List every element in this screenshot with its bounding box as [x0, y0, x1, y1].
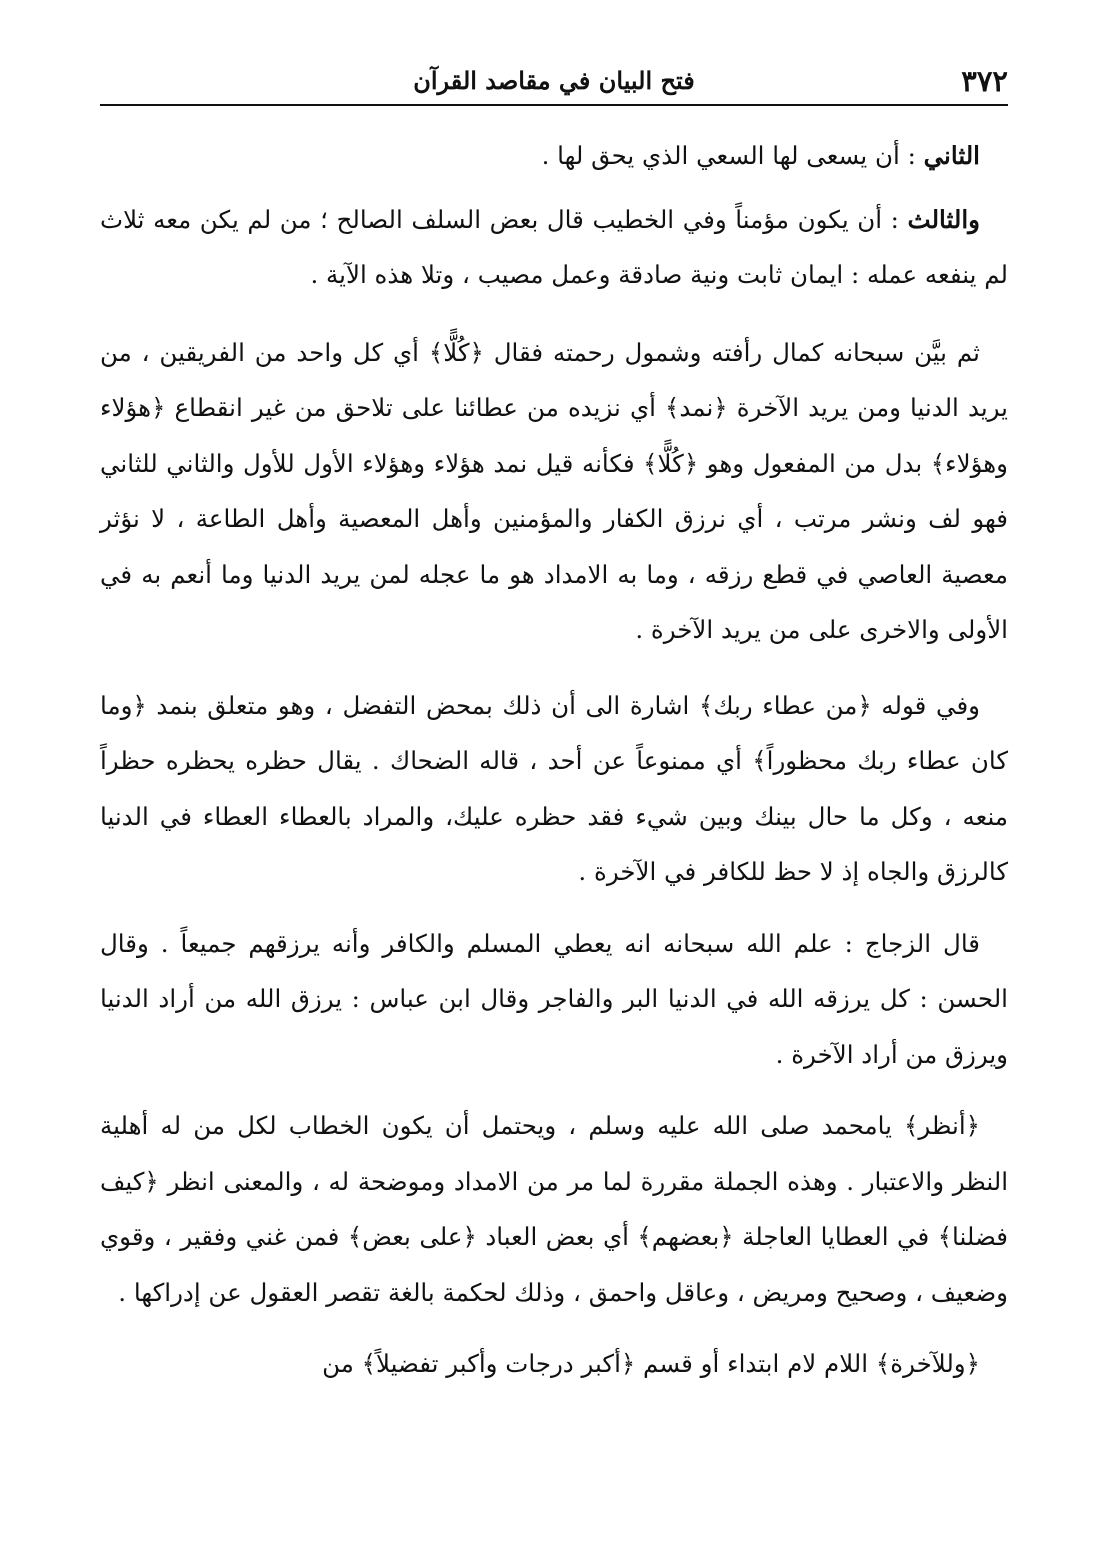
paragraph-kullan-explanation: [100, 325, 1008, 658]
book-title: فتح البيان في مقاصد القرآن: [413, 66, 695, 95]
paragraph-lead-word: والثالث: [907, 204, 980, 234]
paragraph-third-condition: [100, 192, 1008, 303]
paragraph-unzur: [100, 1098, 1008, 1320]
body-text: [100, 128, 1008, 1406]
paragraph-lead-word: الثاني: [923, 141, 980, 170]
paragraph-text: ﴿أنظر﴾ يامحمد صلى الله عليه وسلم ، ويحتمل أن يكون الخطاب لكل من له أهلية النظر والاعتبار . وهذه الجملة مقررة لما مر من الامداد وموضحة له ، والمعنى انظر ﴿كيف فضلنا﴾ في العطايا العاجلة ﴿بعضهم﴾ أي بعض العباد ﴿على بعض﴾ فمن غني وفقير ، وقوي وضعيف ، وصحيح ومريض ، وعاقل واحمق ، وذلك لحكمة بالغة تقصر العقول عن إدراكها .: [100, 1111, 1008, 1307]
page-number: ٣٧٢: [961, 63, 1008, 98]
paragraph-text: وفي قوله ﴿من عطاء ربك﴾ اشارة الى أن ذلك بمحض التفضل ، وهو متعلق بنمد ﴿وما كان عطاء ربك محظوراً﴾ أي ممنوعاً عن أحد ، قاله الضحاك . يقال حظره يحظره حظراً منعه ، وكل ما حال بينك وبين شيء فقد حظره عليك، والمراد بالعطاء العطاء في الدنيا كالرزق والجاه إذ لا حظ للكافر في الآخرة .: [100, 690, 1008, 886]
paragraph-lil-akhira: [100, 1336, 1008, 1392]
paragraph-text: : أن يسعى لها السعي الذي يحق لها .: [541, 141, 924, 170]
paragraph-text: ثم بيَّن سبحانه كمال رأفته وشمول رحمته فقال ﴿كُلًّا﴾ أي كل واحد من الفريقين ، من يريد الدنيا ومن يريد الآخرة ﴿نمد﴾ أي نزيده من عطائنا على تلاحق من غير انقطاع ﴿هؤلاء وهؤلاء﴾ بدل من المفعول وهو ﴿كُلًّا﴾ فكأنه قيل نمد هؤلاء وهؤلاء الأول للأول والثاني للثاني فهو لف ونشر مرتب ، أي نرزق الكفار والمؤمنين وأهل المعصية وأهل الطاعة ، لا نؤثر معصية العاصي في قطع رزقه ، وما به الامداد هو ما عجله لمن يريد الدنيا وما أنعم به في الأولى والاخرى على من يريد الآخرة .: [100, 337, 1008, 644]
paragraph-ata-rabbik: [100, 678, 1008, 900]
paragraph-text: : أن يكون مؤمناً وفي الخطيب قال بعض السلف الصالح ؛ من لم يكن معه ثلاث لم ينفعه عمله : ايمان ثابت ونية صادقة وعمل مصيب ، وتلا هذه الآية .: [100, 204, 1008, 289]
paragraph-second-condition: [100, 128, 1008, 184]
paragraph-text: قال الزجاج : علم الله سبحانه انه يعطي المسلم والكافر وأنه يرزقهم جميعاً . وقال الحسن : كل يرزقه الله في الدنيا البر والفاجر وقال ابن عباس : يرزق الله من أراد الدنيا ويرزق من أراد الآخرة .: [100, 928, 1008, 1069]
running-header: [100, 58, 1008, 106]
paragraph-zajjaj-quote: [100, 916, 1008, 1083]
paragraph-text: ﴿وللآخرة﴾ اللام لام ابتداء أو قسم ﴿أكبر درجات وأكبر تفضيلاً﴾ من: [322, 1349, 980, 1378]
